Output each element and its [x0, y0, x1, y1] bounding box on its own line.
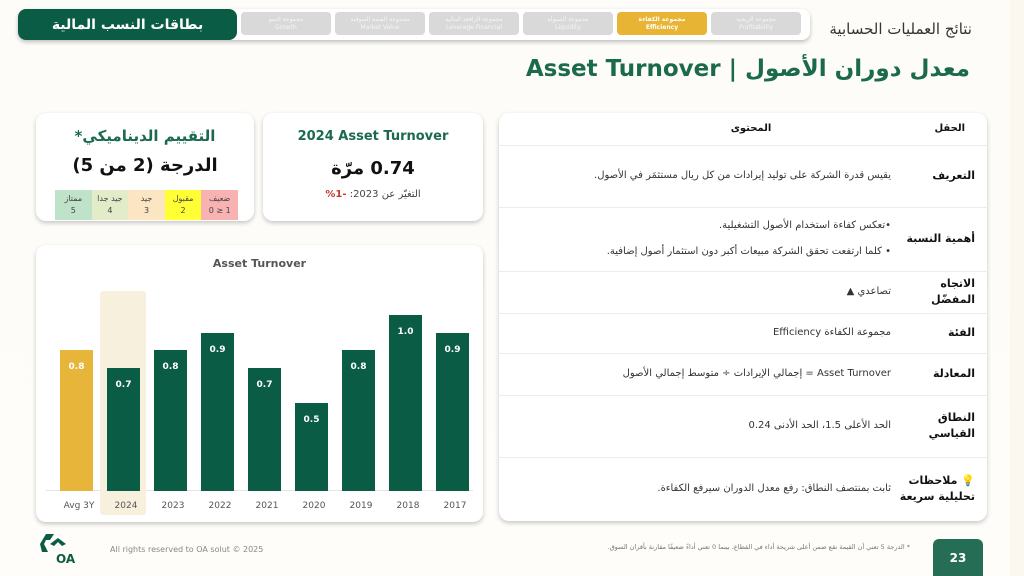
kpi-change — [263, 189, 483, 200]
bar-slot — [197, 306, 243, 511]
table-row-formula — [499, 353, 987, 395]
copyright-text: All rights reserved to OA solut © 2025 — [110, 545, 264, 554]
ratio-details-table-card — [499, 113, 987, 521]
bar-slot — [56, 306, 102, 511]
bar[interactable]: 0.9 — [201, 333, 234, 491]
scale-label: جيد جدا — [97, 194, 123, 203]
rating-title: التقييم الديناميكي* — [74, 127, 216, 145]
bar[interactable]: 0.7 — [248, 368, 281, 491]
x-axis-label: 2019 — [349, 501, 373, 511]
x-axis-label: 2023 — [161, 501, 185, 511]
tab-label-en: Leverage Financial — [446, 23, 502, 31]
row-content: يقيس قدرة الشركة على توليد إيرادات من كل ريال مستثمَر في الأصول. — [499, 145, 893, 207]
bar-chart — [46, 285, 473, 511]
tab-market-value[interactable] — [335, 12, 425, 35]
x-axis-label: 2020 — [302, 501, 326, 511]
header-content: المحتوى — [730, 123, 772, 135]
ratio-details-table — [499, 113, 987, 521]
scale-cell-weak — [201, 190, 238, 220]
rating-score: الدرجة (2 من 5) — [72, 155, 218, 176]
bar[interactable]: 0.8 — [154, 350, 187, 491]
kpi-value: 0.74 مرّة — [331, 158, 415, 179]
chart-title: Asset Turnover — [212, 257, 307, 270]
scale-label: ضعيف — [208, 194, 231, 203]
tab-label-en: Profitability — [738, 23, 774, 31]
row-field: النطاق القياسي — [893, 395, 987, 457]
tab-label-en: Efficiency — [645, 23, 679, 31]
section-title: نتائج العمليات الحسابية — [829, 20, 972, 38]
x-axis-label: 2022 — [208, 501, 232, 511]
scale-cell-very-good — [92, 190, 129, 220]
x-axis-label: 2024 — [114, 501, 138, 511]
scale-value: 2 — [180, 206, 186, 215]
row-content — [499, 207, 893, 271]
row-field: المعادلة — [893, 353, 987, 395]
row-field: الفئة — [893, 313, 987, 353]
table-row-category — [499, 313, 987, 353]
table-row-importance — [499, 207, 987, 271]
tab-label-en: Market Value — [360, 23, 400, 31]
kpi-card — [263, 113, 483, 221]
row-field — [893, 457, 987, 521]
top-nav-bar — [18, 9, 810, 40]
tab-growth[interactable] — [241, 12, 331, 35]
scale-value: 4 — [107, 206, 113, 215]
bar[interactable]: 0.9 — [436, 333, 469, 491]
row-field: الاتجاه المفضّل — [893, 271, 987, 313]
bullet-item: •تعكس كفاءة استخدام الأصول التشغيلية. — [718, 220, 891, 231]
kpi-title: 2024 Asset Turnover — [297, 129, 449, 144]
tab-label-ar: مجموعة الرافعة المالية — [445, 15, 503, 23]
header-field: الحقل — [934, 123, 965, 135]
bar[interactable]: 0.7 — [107, 368, 140, 491]
bar[interactable]: 0.8 — [342, 350, 375, 491]
bar-slot — [103, 306, 149, 511]
scale-cell-good — [128, 190, 165, 220]
tab-label-ar: مجموعة السيولة — [547, 15, 589, 23]
x-axis-label: Avg 3Y — [63, 501, 95, 511]
bar-slot — [385, 306, 431, 511]
row-content: تصاعدي ▲ — [499, 271, 893, 313]
scale-label: جيد — [140, 194, 153, 203]
scale-label: مقبول — [172, 194, 194, 203]
oa-logo-icon — [36, 530, 80, 566]
table-row-quick-notes — [499, 457, 987, 521]
bar-slot — [338, 306, 384, 511]
oa-logo — [36, 530, 80, 566]
row-content: ثابت بمنتصف النطاق: رفع معدل الدوران سيرفع الكفاءة. — [499, 457, 893, 521]
logo-text: OA — [56, 552, 76, 566]
row-field-label: ملاحظات تحليلية سريعة — [899, 474, 975, 504]
tab-label-ar: مجموعة الكفاءة — [638, 15, 686, 23]
tab-profitability[interactable] — [711, 12, 801, 35]
table-row-preferred-trend — [499, 271, 987, 313]
row-content: الحد الأعلى 1.5، الحد الأدنى 0.24 — [499, 395, 893, 457]
x-axis-label: 2017 — [443, 501, 467, 511]
tab-label-en: Growth — [275, 23, 297, 31]
tab-label-en: Liquidity — [555, 23, 581, 31]
scale-cell-excellent — [55, 190, 92, 220]
footnote: * الدرجة 5 تعني أن القيمة تقع ضمن أعلى شريحة أداء في القطاع، بينما 0 تعني أداءً ضعيفًا مقارنة بأقران السوق. — [607, 543, 910, 551]
bar-slot — [291, 306, 337, 511]
row-content: مجموعة الكفاءة Efficiency — [499, 313, 893, 353]
row-field: التعريف — [893, 145, 987, 207]
bar[interactable]: 1.0 — [389, 315, 422, 491]
kpi-change-value: -1% — [325, 189, 347, 200]
x-axis-label: 2021 — [255, 501, 279, 511]
tab-label-ar: مجموعة الربحية — [736, 15, 776, 23]
bar-slot — [150, 306, 196, 511]
kpi-change-label: التغيّر عن 2023: — [349, 189, 421, 200]
bar[interactable]: 0.5 — [295, 403, 328, 491]
bar[interactable]: 0.8 — [60, 350, 93, 491]
scale-label: ممتاز — [64, 194, 83, 203]
chart-card — [36, 245, 483, 522]
bar-slot — [244, 306, 290, 511]
tab-liquidity[interactable] — [523, 12, 613, 35]
table-row-definition — [499, 145, 987, 207]
bar-slot — [432, 306, 478, 511]
page-number: 23 — [933, 539, 983, 576]
tab-efficiency[interactable] — [617, 12, 707, 35]
tab-leverage[interactable] — [429, 12, 519, 35]
lightbulb-icon: 💡 — [961, 474, 975, 488]
scale-cell-acceptable — [165, 190, 202, 220]
bullet-item: • كلما ارتفعت تحقق الشركة مبيعات أكبر دون استثمار أصول إضافية. — [606, 246, 891, 257]
rating-scale — [55, 190, 238, 220]
page-title: معدل دوران الأصول | Asset Turnover — [525, 56, 970, 82]
table-row-standard-range — [499, 395, 987, 457]
dynamic-rating-card — [36, 113, 254, 221]
tab-label-ar: مجموعة القيمة السوقية — [350, 15, 410, 23]
scale-value: 0 ≥ 1 — [208, 206, 231, 215]
row-content: Asset Turnover = إجمالي الإيرادات ÷ متوسط إجمالي الأصول — [499, 353, 893, 395]
row-field: أهمية النسبة — [893, 207, 987, 271]
scale-value: 5 — [70, 206, 76, 215]
tab-label-ar: مجموعة النمو — [268, 15, 304, 23]
nav-tabs — [241, 12, 801, 37]
x-axis-label: 2018 — [396, 501, 420, 511]
scale-value: 3 — [143, 206, 150, 215]
brand-tab[interactable]: بطاقات النسب المالية — [18, 9, 237, 40]
